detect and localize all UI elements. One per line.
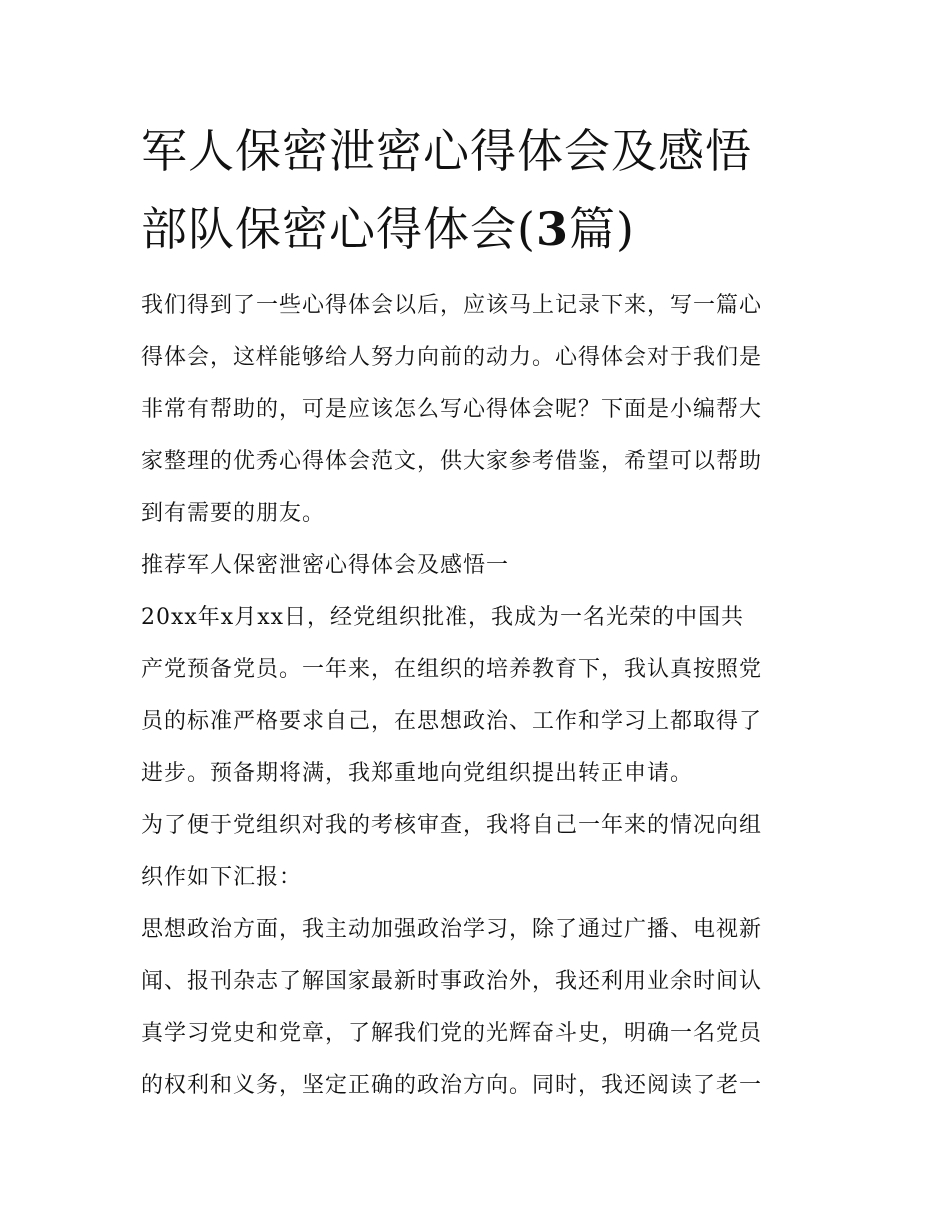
text-line: 得体会，这样能够给人努力向前的动力。心得体会对于我们是 — [141, 345, 763, 370]
text-line: 织作如下汇报： — [141, 865, 303, 890]
text-line: 20xx年x月xx日，经党组织批准，我成为一名光荣的中国共 — [141, 605, 745, 630]
document-title-line-2 — [141, 190, 813, 268]
document-body — [141, 280, 813, 1112]
text-line: 家整理的优秀心得体会范文，供大家参考借鉴，希望可以帮助 — [141, 449, 763, 474]
text-line: 非常有帮助的，可是应该怎么写心得体会呢？下面是小编帮大 — [141, 397, 763, 422]
document-content — [141, 112, 813, 1112]
document-title-count: 3 — [535, 202, 569, 256]
text-line: 的权利和义务，坚定正确的政治方向。同时，我还阅读了老一 — [141, 1073, 763, 1098]
text-line: 思想政治方面，我主动加强政治学习，除了通过广播、电视新 — [141, 917, 763, 942]
text-line: 真学习党史和党章，了解我们党的光辉奋斗史，明确一名党员 — [141, 1021, 763, 1046]
text-line: 进步。预备期将满，我郑重地向党组织提出转正申请。 — [141, 761, 694, 786]
text-line: 产党预备党员。一年来，在组织的培养教育下，我认真按照党 — [141, 657, 763, 682]
document-title-line-1: 军人保密泄密心得体会及感悟 — [141, 124, 752, 178]
document-title-part-1: 部队保密心得体会( — [141, 202, 536, 256]
text-line: 闻、报刊杂志了解国家最新时事政治外，我还利用业余时间认 — [141, 969, 763, 994]
text-line: 到有需要的朋友。 — [141, 501, 326, 526]
text-line: 我们得到了一些心得体会以后，应该马上记录下来，写一篇心 — [141, 293, 763, 318]
text-line: 员的标准严格要求自己，在思想政治、工作和学习上都取得了 — [141, 709, 763, 734]
section-heading: 推荐军人保密泄密心得体会及感悟一 — [141, 553, 510, 578]
text-line: 为了便于党组织对我的考核审查，我将自己一年来的情况向组 — [141, 813, 763, 838]
document-title-part-2: 篇) — [568, 202, 635, 256]
